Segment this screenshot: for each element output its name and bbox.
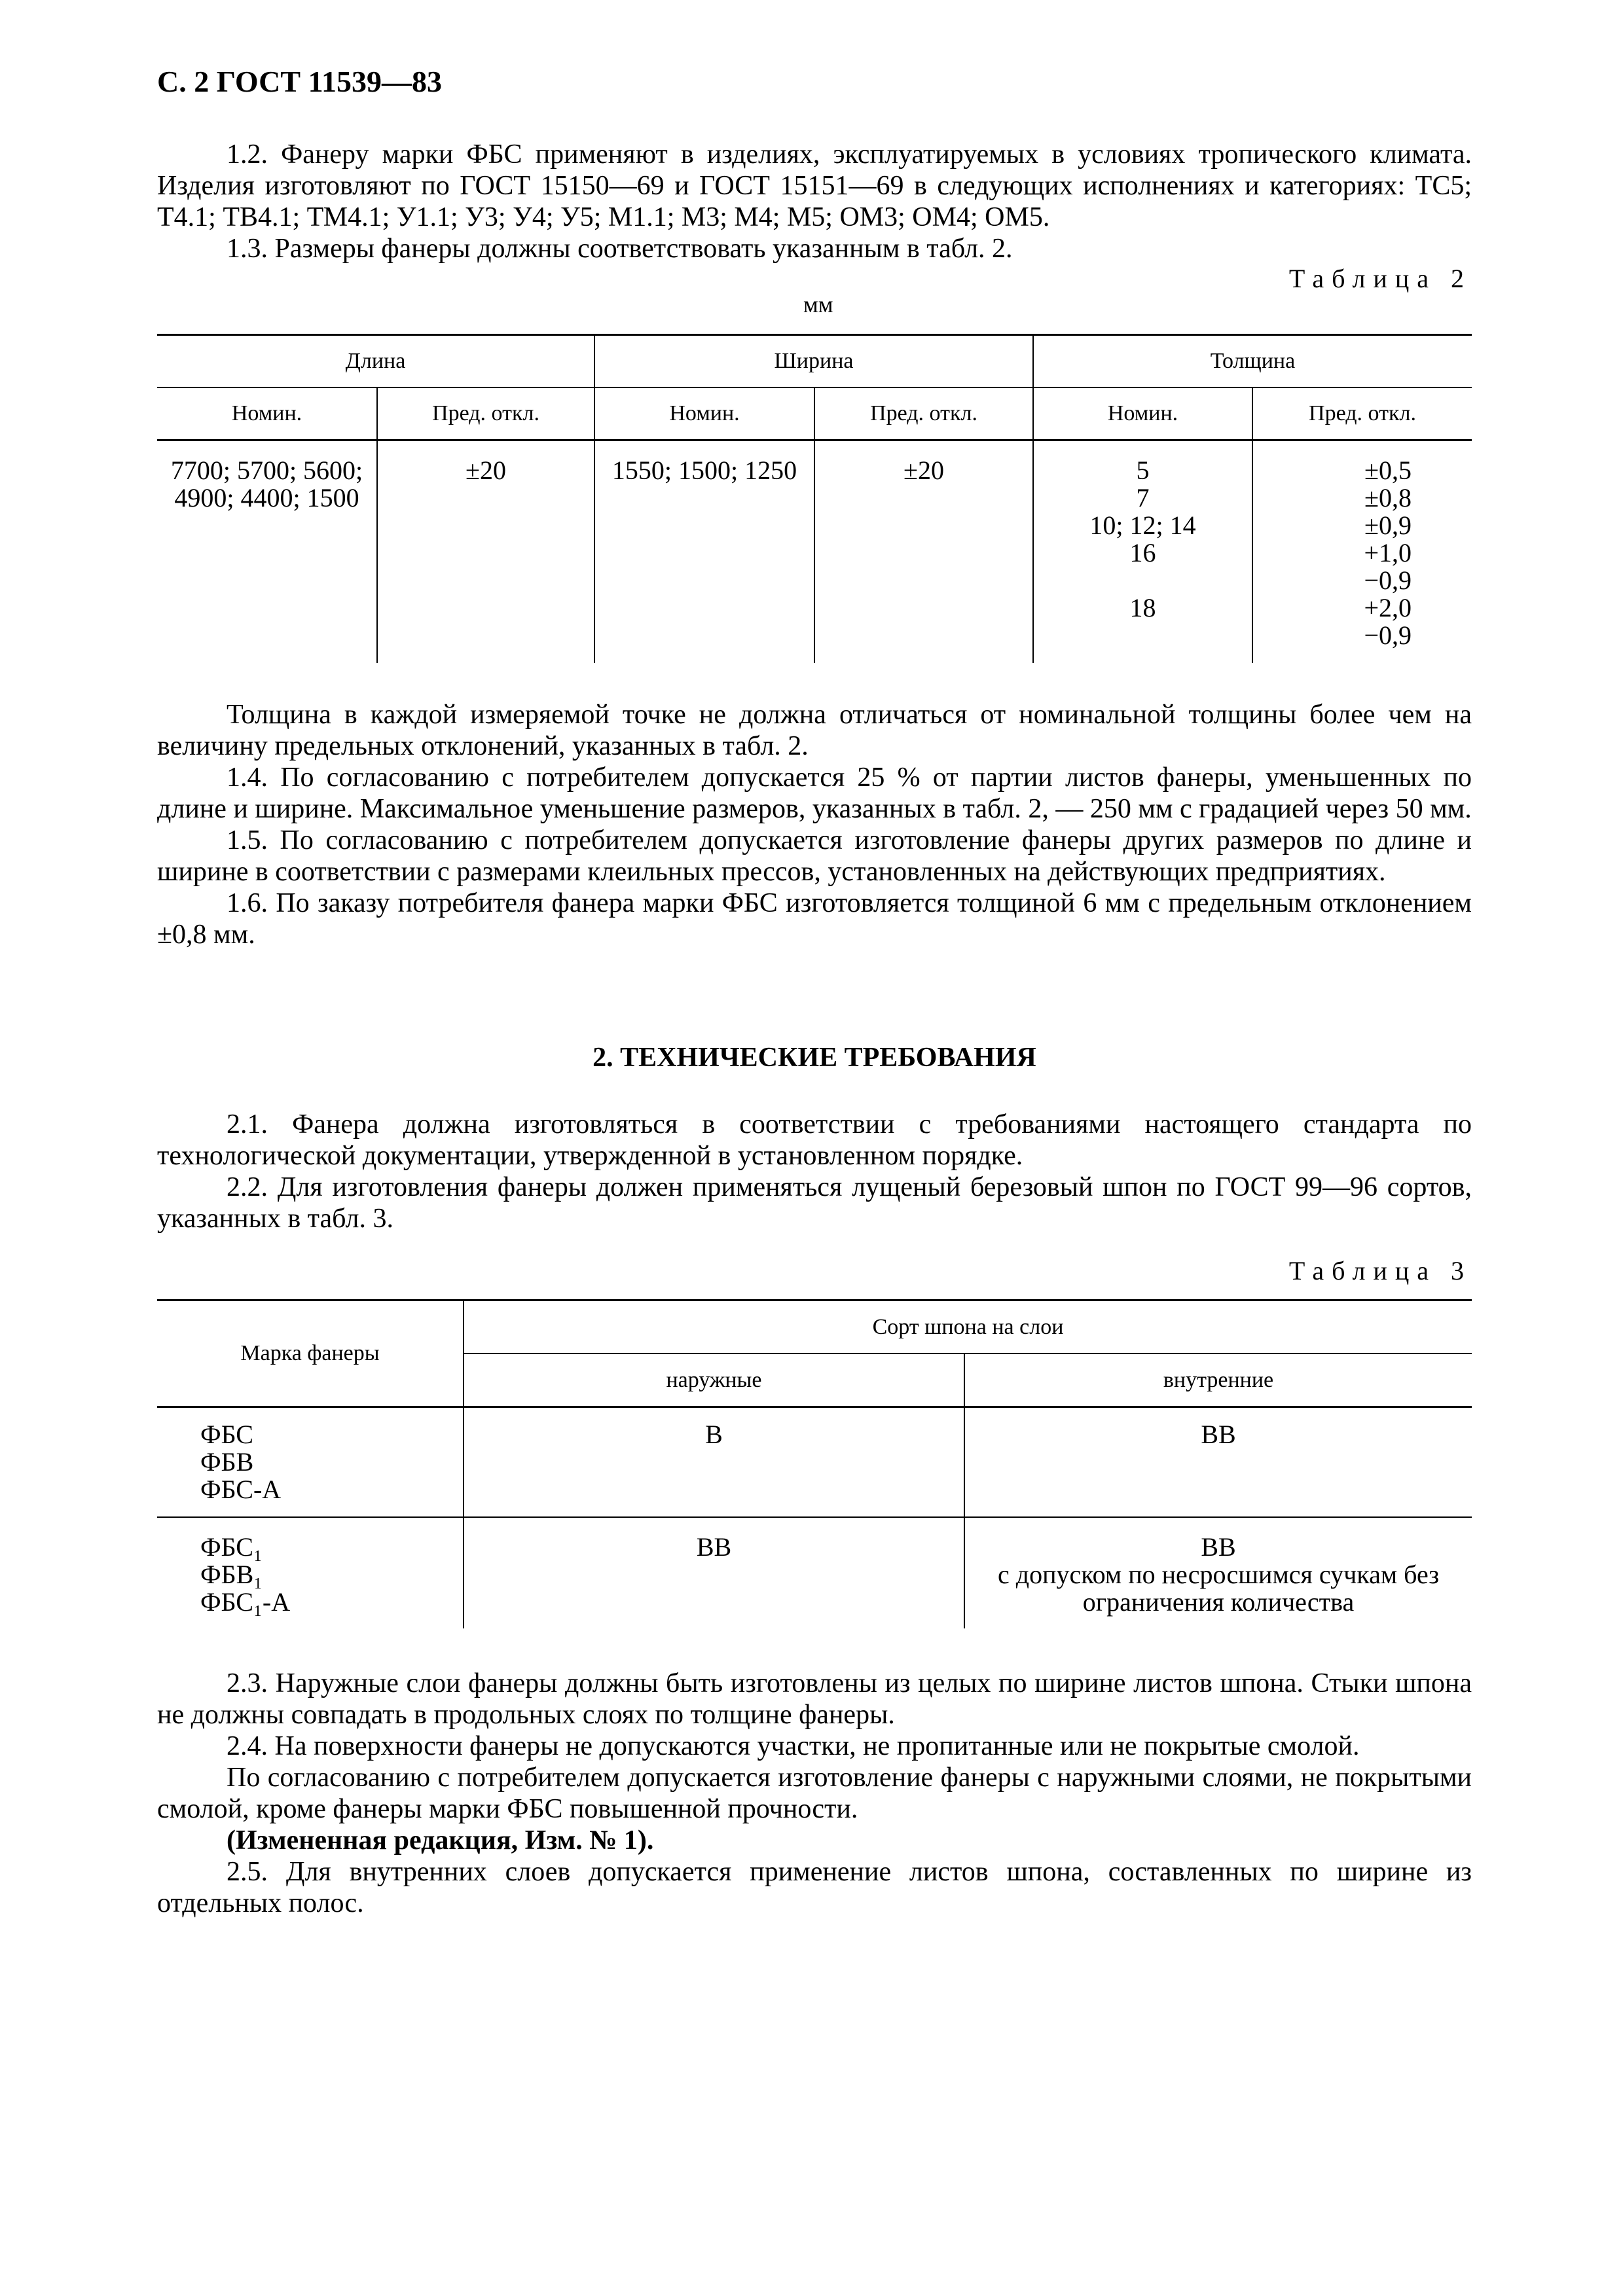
thickness-nom-line bbox=[1034, 567, 1252, 594]
subheader-width-nom: Номин. bbox=[594, 387, 814, 440]
header-mark: Марка фанеры bbox=[157, 1300, 464, 1407]
paragraph-thickness: Толщина в каждой измеряемой точке не должна отличаться от номинальной толщины более чем на величину предельных отклонений, указанных в табл. 2. bbox=[157, 700, 1472, 761]
table-2-label: Таблица 2 bbox=[1288, 264, 1472, 293]
thickness-dev-line: −0,9 bbox=[1364, 565, 1412, 595]
subheader-thickness-dev: Пред. откл. bbox=[1252, 387, 1472, 440]
section-2-title: 2. ТЕХНИЧЕСКИЕ ТРЕБОВАНИЯ bbox=[593, 1043, 1036, 1073]
length-nom-line: 4900; 4400; 1500 bbox=[174, 483, 359, 512]
header-width: Ширина bbox=[594, 335, 1033, 388]
row1-outer: В bbox=[464, 1407, 964, 1517]
subheader-length-dev: Пред. откл. bbox=[377, 387, 594, 440]
paragraph-1-4: 1.4. По согласованию с потребителем допускается 25 % от партии листов фанеры, уменьшенных по длине и ширине. Максимальное уменьшение размеров, указанных в табл. 2, — 250 мм с градацией через 50 мм. bbox=[157, 762, 1472, 824]
thickness-dev-line: −0,9 bbox=[1364, 620, 1412, 650]
intro-block bbox=[157, 139, 1472, 264]
thickness-nom-line: 10; 12; 14 bbox=[1089, 511, 1196, 540]
thickness-nom-line: 7 bbox=[1136, 483, 1150, 512]
mark-text: ФБС bbox=[200, 1420, 253, 1449]
cell-length-nom bbox=[157, 440, 377, 663]
table-3 bbox=[157, 1299, 1472, 1628]
paragraph-2-4b: По согласованию с потребителем допускается изготовление фанеры с наружными слоями, не покрытыми смолой, кроме фанеры марки ФБС повышенной прочности. bbox=[157, 1763, 1472, 1824]
inner-line: ограничения количества bbox=[1082, 1587, 1355, 1617]
inner-line: ВВ bbox=[1201, 1532, 1236, 1562]
paragraph-2-5: 2.5. Для внутренних слоев допускается применение листов шпона, составленных по ширине из отдельных полос. bbox=[157, 1857, 1472, 1918]
paragraph-1-6: 1.6. По заказу потребителя фанера марки ФБС изготовляется толщиной 6 мм с предельным отклонением ±0,8 мм. bbox=[157, 888, 1472, 950]
thickness-dev-line: +2,0 bbox=[1364, 593, 1412, 622]
mark-text: ФБС-А bbox=[200, 1475, 282, 1504]
thickness-dev-line: ±0,5 bbox=[1364, 456, 1412, 485]
thickness-nom-line: 18 bbox=[1129, 593, 1156, 622]
row2-outer: ВВ bbox=[464, 1517, 964, 1628]
mark-text: ФБС₁-А bbox=[200, 1587, 291, 1617]
paragraph-1-5: 1.5. По согласованию с потребителем допускается изготовление фанеры других размеров по длине и ширине в соответствии с размерами клеильных прессов, установленных на действующих предприятиях. bbox=[157, 825, 1472, 887]
thickness-dev-line: ±0,8 bbox=[1364, 483, 1412, 512]
cell-thickness-nom bbox=[1033, 440, 1252, 663]
subheader-length-nom: Номин. bbox=[157, 387, 377, 440]
section-2-intro bbox=[157, 1109, 1472, 1234]
thickness-dev-line: +1,0 bbox=[1364, 538, 1412, 567]
length-nom-line: 7700; 5700; 5600; bbox=[170, 456, 363, 485]
header-thickness: Толщина bbox=[1033, 335, 1472, 388]
section-1-continued bbox=[157, 699, 1472, 950]
paragraph-1-3: 1.3. Размеры фанеры должны соответствовать указанным в табл. 2. bbox=[227, 234, 1013, 264]
row1-marks bbox=[157, 1407, 464, 1517]
thickness-nom-line bbox=[1034, 622, 1252, 649]
amendment-note: (Измененная редакция, Изм. № 1). bbox=[227, 1825, 654, 1856]
paragraph-2-2: 2.2. Для изготовления фанеры должен применяться лущеный березовый шпон по ГОСТ 99—96 сортов, указанных в табл. 3. bbox=[157, 1172, 1472, 1234]
paragraph-1-2: 1.2. Фанеру марки ФБС применяют в изделиях, эксплуатируемых в условиях тропического климата. Изделия изготовляют по ГОСТ 15150—69 и ГОСТ 15151—69 в следующих исполнениях и категориях: ТС5; Т4.1; ТВ4.1; ТМ4.1; У1.1; У3; У4; У5; М1.1; М3; М4; М5; ОМ3; ОМ4; ОМ5. bbox=[157, 139, 1472, 232]
section-2-continued bbox=[157, 1668, 1472, 1919]
cell-thickness-dev bbox=[1252, 440, 1472, 663]
mark-text: ФБС₁ bbox=[200, 1532, 263, 1562]
header-outer: наружные bbox=[464, 1354, 964, 1407]
table-2 bbox=[157, 334, 1472, 663]
page-header: С. 2 ГОСТ 11539—83 bbox=[157, 65, 443, 98]
row1-inner: ВВ bbox=[964, 1407, 1472, 1517]
paragraph-2-1: 2.1. Фанера должна изготовляться в соответствии с требованиями настоящего стандарта по технологической документации, утвержденной в установленном порядке. bbox=[157, 1109, 1472, 1171]
row2-marks bbox=[157, 1517, 464, 1628]
row2-inner bbox=[964, 1517, 1472, 1628]
inner-line: с допуском по несросшимся сучкам без bbox=[997, 1559, 1440, 1589]
thickness-nom-line: 5 bbox=[1136, 456, 1150, 485]
thickness-dev-line: ±0,9 bbox=[1364, 511, 1412, 540]
header-inner: внутренние bbox=[964, 1354, 1472, 1407]
cell-length-dev: ±20 bbox=[377, 440, 594, 663]
subheader-width-dev: Пред. откл. bbox=[814, 387, 1033, 440]
header-length: Длина bbox=[157, 335, 594, 388]
table-3-label: Таблица 3 bbox=[1288, 1256, 1472, 1285]
cell-width-nom: 1550; 1500; 1250 bbox=[594, 440, 814, 663]
header-grade: Сорт шпона на слои bbox=[464, 1300, 1472, 1354]
thickness-nom-line: 16 bbox=[1129, 538, 1156, 567]
mark-text: ФБВ bbox=[200, 1447, 254, 1477]
table-2-units: мм bbox=[803, 291, 833, 317]
paragraph-2-4: 2.4. На поверхности фанеры не допускаются участки, не пропитанные или не покрытые смолой. bbox=[227, 1731, 1360, 1761]
paragraph-2-3: 2.3. Наружные слои фанеры должны быть изготовлены из целых по ширине листов шпона. Стыки шпона не должны совпадать в продольных слоях по толщине фанеры. bbox=[157, 1668, 1472, 1730]
subheader-thickness-nom: Номин. bbox=[1033, 387, 1252, 440]
cell-width-dev: ±20 bbox=[814, 440, 1033, 663]
mark-text: ФБВ₁ bbox=[200, 1559, 263, 1589]
